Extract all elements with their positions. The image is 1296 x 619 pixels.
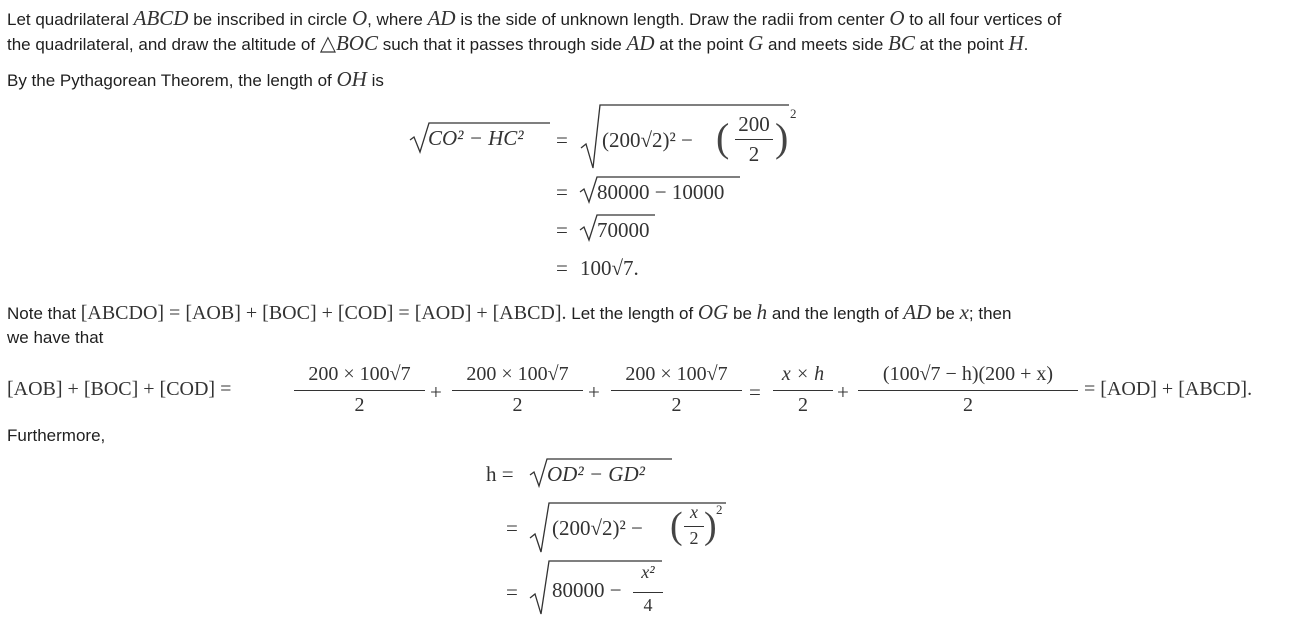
radicand: 80000 − 10000	[597, 180, 725, 204]
text: Let the length of	[566, 304, 698, 323]
text: is the side of unknown length. Draw the radii from center	[455, 10, 890, 29]
math-oh: OH	[336, 67, 367, 91]
fraction-numerator: 200	[738, 112, 770, 136]
math-h: h	[756, 300, 768, 324]
fraction-bar	[773, 390, 833, 391]
text: .	[1023, 35, 1029, 54]
text: be	[728, 304, 757, 323]
paragraph-3-line-1	[7, 300, 1011, 325]
text: and meets side	[763, 35, 889, 54]
radicand-part: 80000 −	[552, 578, 622, 602]
text: ; then	[968, 304, 1012, 323]
fraction-numerator: 200 × 100√7	[625, 363, 728, 385]
fraction-denominator: 2	[689, 528, 699, 548]
fraction-bar	[294, 390, 425, 391]
right-paren: )	[775, 115, 789, 160]
text: Let quadrilateral	[7, 10, 134, 29]
area-expression: [ABCDO] = [AOB] + [BOC] + [COD] = [AOD] + [ABCD].	[80, 302, 567, 324]
math-og: OG	[697, 300, 729, 324]
fraction-denominator: 2	[748, 142, 760, 166]
math-o: O	[889, 6, 905, 30]
radicand: 70000	[597, 218, 650, 242]
lhs-expression: [AOB] + [BOC] + [COD] =	[7, 378, 232, 400]
left-paren: (	[670, 505, 683, 547]
math-boc: BOC	[335, 31, 378, 55]
equals-sign: =	[506, 516, 518, 540]
radical-sign	[410, 122, 430, 154]
radicand: OD² − GD²	[547, 462, 645, 486]
math-ad: AD	[427, 6, 456, 30]
text: Note that	[7, 304, 81, 323]
fraction-numerator: x²	[641, 562, 655, 582]
paragraph-2	[7, 67, 384, 92]
plus-sign: +	[588, 380, 600, 404]
text: at the point	[654, 35, 749, 54]
radicand-part: (200√2)² −	[552, 516, 643, 540]
fraction-numerator: x	[690, 502, 698, 522]
fraction-numerator: (100√7 − h)(200 + x)	[882, 363, 1054, 385]
paragraph-4: Furthermore,	[7, 426, 106, 445]
fraction-denominator: 2	[671, 394, 682, 416]
math-h: H	[1008, 31, 1024, 55]
equals-sign: =	[749, 380, 761, 404]
text: be	[931, 304, 960, 323]
right-paren: )	[704, 505, 717, 547]
fraction-denominator: 2	[798, 394, 808, 416]
text: is	[366, 71, 384, 90]
equals-sign: =	[556, 256, 568, 280]
fraction-bar	[735, 139, 773, 140]
fraction-bar	[858, 390, 1078, 391]
fraction-denominator: 2	[354, 394, 365, 416]
equals-sign: =	[506, 580, 518, 604]
result-value: 100√7.	[580, 256, 639, 280]
math-bc: BC	[888, 31, 915, 55]
triangle-symbol: △	[319, 31, 336, 55]
math-ad: AD	[626, 31, 655, 55]
text: to all four vertices of	[904, 10, 1062, 29]
text: By the Pythagorean Theorem, the length of	[7, 71, 337, 90]
fraction-bar	[611, 390, 742, 391]
paragraph-1-line-1	[7, 6, 1061, 31]
lhs-h: h =	[486, 462, 514, 486]
paragraph-1-line-2	[7, 31, 1028, 56]
text: and the length of	[767, 304, 904, 323]
fraction-bar	[633, 592, 663, 593]
left-paren: (	[716, 115, 730, 160]
exponent: 2	[790, 106, 797, 121]
fraction-numerator: 200 × 100√7	[308, 363, 411, 385]
fraction-numerator: x × h	[781, 363, 825, 385]
text: such that it passes through side	[377, 35, 627, 54]
math-ad: AD	[903, 300, 932, 324]
equals-sign: =	[556, 128, 568, 152]
fraction-bar	[684, 526, 704, 527]
math-o: O	[351, 6, 368, 30]
paragraph-3-line-2: we have that	[7, 328, 104, 347]
radicand-part: (200√2)² −	[602, 128, 693, 152]
fraction-bar	[452, 390, 583, 391]
text: , where	[367, 10, 428, 29]
text: the quadrilateral, and draw the altitude of	[7, 35, 320, 54]
exponent: 2	[716, 502, 723, 517]
math-abcd: ABCD	[133, 6, 189, 30]
fraction-denominator: 4	[643, 595, 653, 615]
math-x: x	[959, 300, 969, 324]
equals-sign: =	[556, 218, 568, 242]
text: at the point	[914, 35, 1009, 54]
rhs-expression: = [AOD] + [ABCD].	[1084, 378, 1253, 400]
text: be inscribed in circle	[188, 10, 352, 29]
plus-sign: +	[837, 380, 849, 404]
plus-sign: +	[430, 380, 442, 404]
fraction-denominator: 2	[963, 394, 973, 416]
fraction-numerator: 200 × 100√7	[466, 363, 569, 385]
equals-sign: =	[556, 180, 568, 204]
math-g: G	[748, 31, 764, 55]
lhs-radicand: CO² − HC²	[428, 126, 524, 150]
fraction-denominator: 2	[512, 394, 523, 416]
